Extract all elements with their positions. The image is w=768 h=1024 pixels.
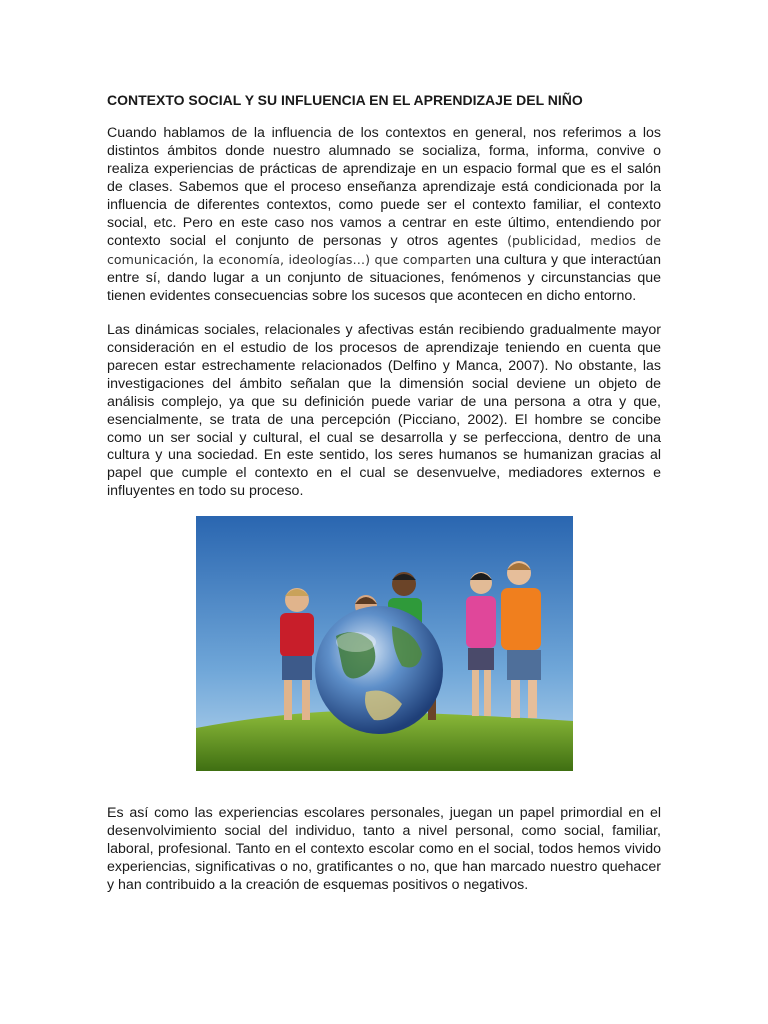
document-body — [107, 92, 661, 517]
document-title: CONTEXTO SOCIAL Y SU INFLUENCIA EN EL APRENDIZAJE DEL NIÑO — [107, 92, 583, 108]
paragraph-experiences: Es así como las experiencias escolares personales, juegan un papel primordial en el desenvolvimiento social del individuo, tanto a nivel personal, como social, familiar, laboral, profesional. Tanto en el contexto escolar como en el social, todos hemos vivido experiencias, significativas o no, gratificantes o no, que han marcado nuestro quehacer y han contribuido a la creación de esquemas positivos o negativos. — [107, 805, 661, 893]
paragraph-dynamics: Las dinámicas sociales, relacionales y afectivas están recibiendo gradualmente mayor consideración en el estudio de los procesos de aprendizaje teniendo en cuenta que parecen estar estrechamente relacionados (Delfino y Manca, 2007). No obstante, las investigaciones del ámbito señalan que la dimensión social deviene un objeto de análisis complejo, ya que su definición puede variar de una persona a otra y que, esencialmente, se trata de una percepción (Picciano, 2002). El hombre se concibe como un ser social y cultural, el cual se desarrolla y se perfecciona, dentro de una cultura y una sociedad. En este sentido, los seres humanos se humanizan gracias al papel que cumple el contexto en el cual se desenvuelve, mediadores externos e influyentes en todo su proceso. — [107, 322, 661, 500]
closing-section — [107, 805, 661, 911]
paragraph-intro — [107, 125, 661, 306]
paragraph-intro-continuation: una cultura y que interactúan entre sí, dando lugar a un conjunto de situaciones, fenómenos y circunstancias que tienen evidentes consecuencias sobre los sucesos que acontecen en dicho entorno. — [107, 252, 661, 305]
paragraph-intro-text: Cuando hablamos de la influencia de los contextos en general, nos referimos a los distintos ámbitos donde nuestro alumnado se socializa, forma, informa, convive o realiza experiencias de prácticas de aprendizaje en un espacio formal que es el salón de clases. Sabemos que el proceso enseñanza aprendizaje está condicionada por la influencia de diferentes contextos, como puede ser el contexto familiar, el contexto social, etc. Pero en este caso nos vamos a centrar en este último, entendiendo por contexto social el conjunto de personas y otros agentes — [107, 125, 661, 250]
children-globe-illustration — [196, 516, 573, 771]
paragraph-intro-highlight: (publicidad, medios de comunicación, la economía, ideologías…) que comparten — [107, 233, 661, 268]
inflatable-globe — [315, 606, 443, 734]
children-globe-photo — [196, 516, 573, 771]
